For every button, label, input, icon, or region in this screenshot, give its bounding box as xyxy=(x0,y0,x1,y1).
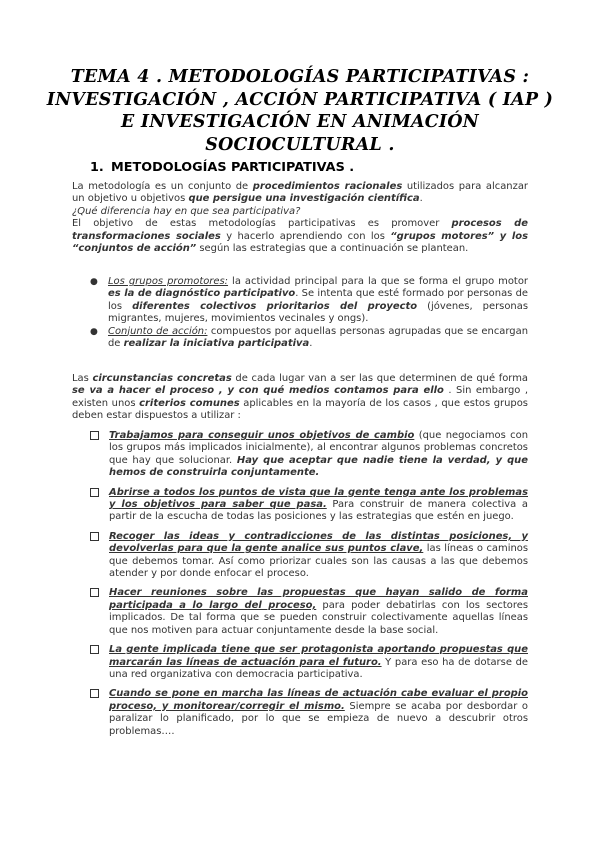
bullet-lead: Conjunto de acción: xyxy=(108,325,208,337)
checklist-lead: Abrirse a todos los puntos de vista que la gente tenga ante los problemas y los objetivos para saber que pasa. xyxy=(109,486,528,511)
text-span: La metodología es un conjunto de xyxy=(72,181,253,192)
checklist-lead: Trabajamos para conseguir unos objetivos de cambio xyxy=(109,430,415,441)
emphasis-span: circunstancias concretas xyxy=(92,373,232,384)
emphasis-span: diferentes colectivos prioritarios del proyecto xyxy=(132,300,418,312)
text-span: Para construir de manera colectiva a partir de la escucha de todas las posiciones y las estrategias que estén en juego. xyxy=(109,499,528,523)
checklist-lead: Hacer reuniones sobre las propuestas que hayan salido de forma participada a lo largo del proceso, xyxy=(109,587,528,611)
emphasis-span: realizar la iniciativa participativa xyxy=(123,338,310,350)
bullet-item xyxy=(88,326,528,351)
emphasis-span: Hay que aceptar que nadie tiene la verdad, y que hemos de construirla conjuntamente. xyxy=(109,454,528,479)
bullet-item xyxy=(88,276,528,326)
title-line-4: SOCIOCULTURAL . xyxy=(205,134,395,155)
text-span: y hacerlo aprendiendo con los xyxy=(220,230,391,242)
text-span: . Sin embargo , existen unos xyxy=(72,385,528,409)
checklist-item xyxy=(90,644,528,681)
title-line-3: E INVESTIGACIÓN EN ANIMACIÓN xyxy=(120,112,480,132)
title-line-1: TEMA 4 . METODOLOGÍAS PARTICIPATIVAS : xyxy=(70,67,530,87)
text-span: El objetivo de estas metodologías participativas es promover xyxy=(72,218,452,230)
criteria-paragraph xyxy=(72,373,528,423)
intro-paragraph-1 xyxy=(72,181,528,206)
bullet-dot-icon: ● xyxy=(90,277,98,287)
emphasis-span: procesos de transformaciones sociales xyxy=(72,218,528,242)
emphasis-span: se va a hacer el proceso , y con qué medios contamos para ello xyxy=(72,385,444,397)
text-span: Las xyxy=(72,373,93,384)
emphasis-span: que persigue una investigación científica xyxy=(188,193,420,205)
text-span: las líneas o caminos que debemos tomar. Así como priorizar cuales son las causas a las que debemos atender y por donde enfocar el proceso. xyxy=(109,543,529,580)
emphasis-span: criterios comunes xyxy=(139,397,240,409)
checklist-item xyxy=(90,688,528,738)
document-title xyxy=(40,66,560,156)
text-span: Siempre se acaba por desbordar o paralizar lo planificado, por lo que se empieza de nuevo a descubrir otros problemas…. xyxy=(109,700,528,737)
checkbox-icon xyxy=(90,488,99,497)
checklist-item xyxy=(90,587,528,637)
text-span: Y para eso ha de dotarse de una red organizativa con democracia participativa. xyxy=(109,656,528,680)
section-heading-text: METODOLOGÍAS PARTICIPATIVAS . xyxy=(111,160,355,175)
intro-block xyxy=(72,181,528,255)
text-span: utilizados para alcanzar un objetivo u objetivos xyxy=(72,181,528,205)
section-heading xyxy=(90,160,354,175)
checklist-item xyxy=(90,531,528,581)
checkbox-icon xyxy=(90,532,99,541)
title-line-2: INVESTIGACIÓN , ACCIÓN PARTICIPATIVA ( IAP ) xyxy=(46,89,554,110)
intro-question: ¿Qué diferencia hay en que sea participativa? xyxy=(72,205,301,217)
text-span: compuestos por aquellas personas agrupadas que se encargan de xyxy=(108,325,528,350)
text-span: . Se intenta que esté formado por personas de los xyxy=(108,288,528,312)
emphasis-span: es la de diagnóstico participativo xyxy=(108,288,296,300)
checklist-item xyxy=(90,430,528,480)
intro-paragraph-2 xyxy=(72,218,528,255)
bullet-dot-icon: ● xyxy=(90,326,98,337)
checklist-lead: Recoger las ideas y contradicciones de las distintas posiciones, y devolverlas para que la gente analice sus puntos clave, xyxy=(109,530,528,555)
criteria-intro xyxy=(72,373,528,423)
checkbox-icon xyxy=(90,645,99,654)
checkbox-icon xyxy=(90,431,99,440)
text-span: aplicables en la mayoría de los casos , que estos grupos deben estar dispuestos a utilizar : xyxy=(72,397,528,422)
criteria-checklist xyxy=(90,430,528,745)
text-span: la actividad principal para la que se forma el grupo motor xyxy=(228,276,528,287)
text-span: de cada lugar van a ser las que determinen de qué forma xyxy=(231,373,528,384)
checklist-item xyxy=(90,487,528,524)
text-span: según las estrategias que a continuación se plantean. xyxy=(196,243,469,255)
emphasis-span: procedimientos racionales xyxy=(252,181,403,192)
bullet-list xyxy=(88,276,528,350)
checkbox-icon xyxy=(90,689,99,698)
text-span: . xyxy=(309,338,313,350)
text-span: para poder debatirlas con los sectores implicados. De tal forma que se pueden construir colectivamente aquellas líneas que nos motiven para actuar conjuntamente desde la base social. xyxy=(109,599,528,636)
checklist-lead: Cuando se pone en marcha las líneas de actuación cabe evaluar el propio proceso, y monitorear/corregir el mismo. xyxy=(109,688,528,712)
text-span: (jóvenes, personas migrantes, mujeres, movimientos vecinales y ongs). xyxy=(108,300,528,325)
checklist-lead: La gente implicada tiene que ser protagonista aportando propuestas que marcarán las líneas de actuación para el futuro. xyxy=(109,644,528,668)
checkbox-icon xyxy=(90,588,99,597)
bullet-lead: Los grupos promotores: xyxy=(108,276,229,287)
text-span: (que negociamos con los grupos más implicados inicialmente), al encontrar algunos problemas concretos que hay que solucionar. xyxy=(109,430,528,466)
text-span: . xyxy=(419,193,423,205)
section-number: 1. xyxy=(90,160,104,175)
emphasis-span: “grupos motores” y los “conjuntos de acción” xyxy=(72,230,529,255)
